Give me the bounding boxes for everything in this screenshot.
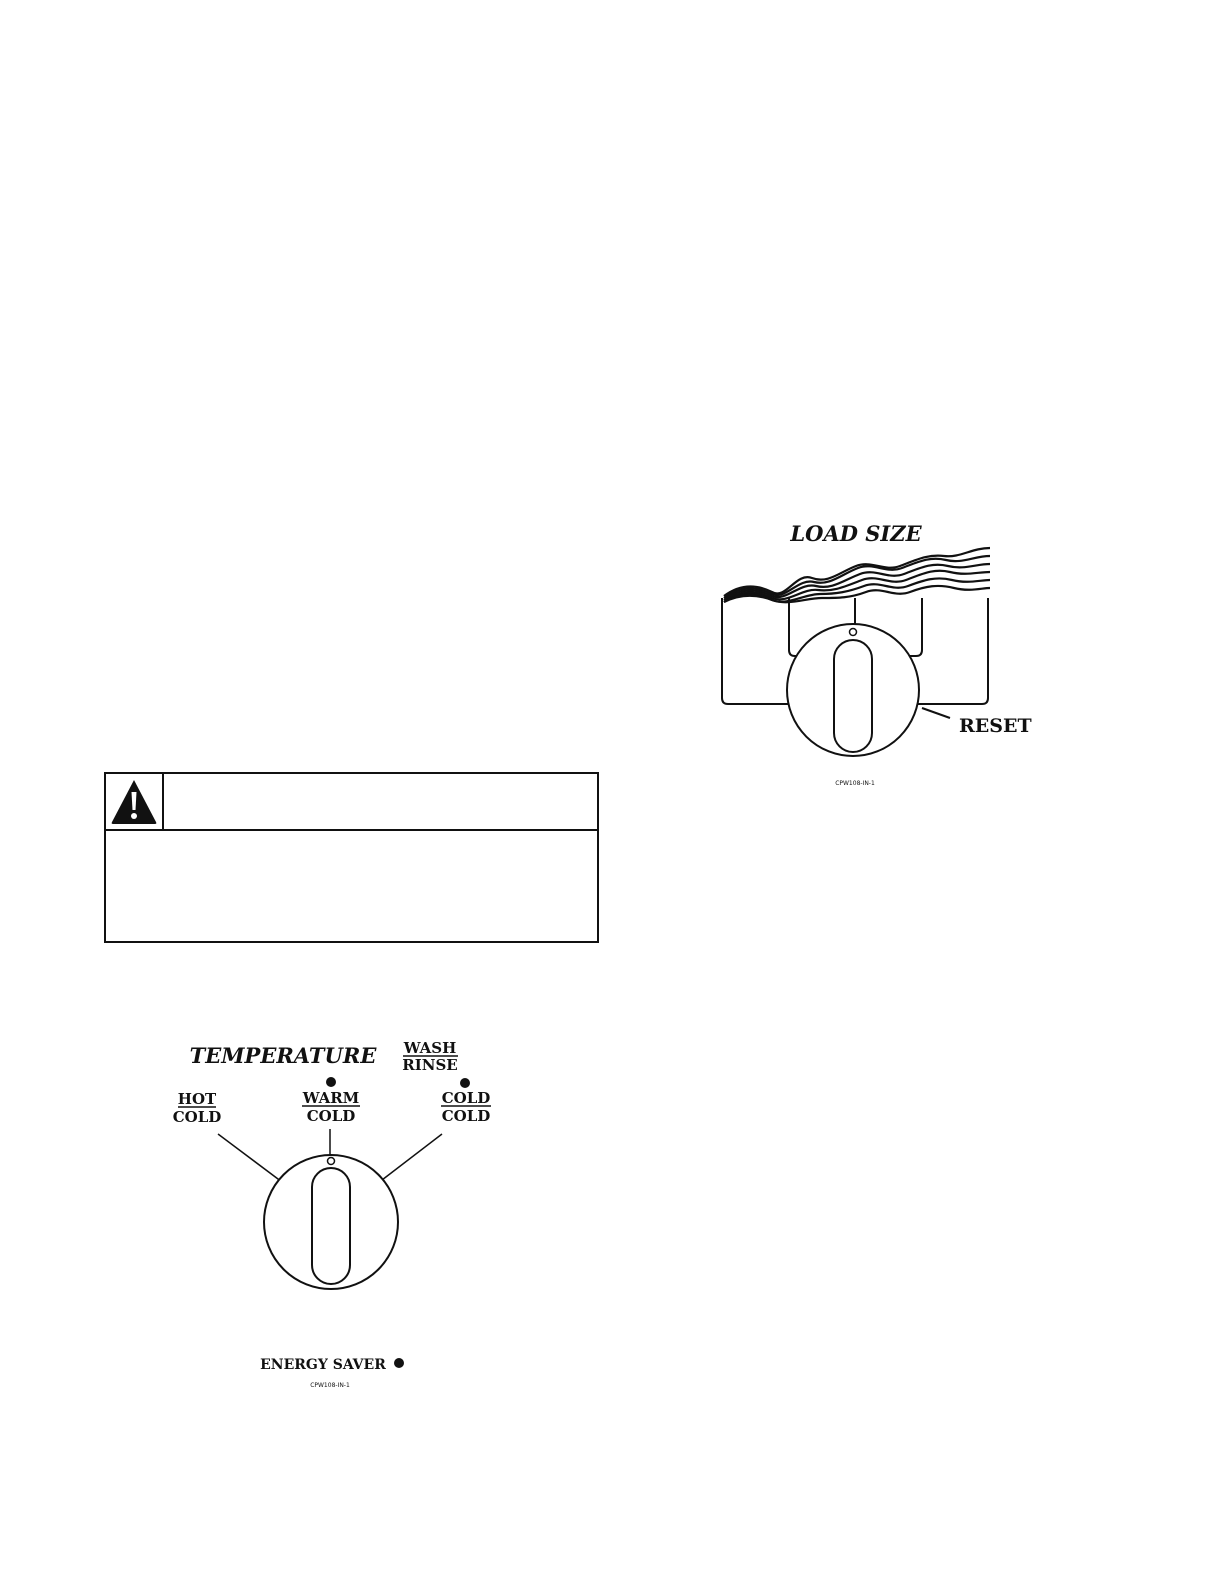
knob-indicator-dot xyxy=(328,1158,335,1165)
figure-code: CPW108-IN-1 xyxy=(835,780,875,787)
energy-saver-dot-icon xyxy=(326,1077,336,1087)
setting-hot-cold xyxy=(173,1090,222,1126)
svg-text:COLD: COLD xyxy=(306,1107,356,1125)
load-size-knob[interactable] xyxy=(787,624,919,756)
setting-warm-cold xyxy=(302,1077,360,1125)
svg-text:COLD: COLD xyxy=(172,1108,222,1126)
warning-triangle-icon xyxy=(109,777,159,827)
svg-text:WARM: WARM xyxy=(302,1089,360,1107)
rinse-legend: RINSE xyxy=(402,1056,458,1074)
svg-text:COLD: COLD xyxy=(441,1089,491,1107)
water-level-waves-icon xyxy=(724,548,990,602)
load-size-diagram xyxy=(700,510,1060,800)
warning-box xyxy=(104,772,599,943)
figure-code: CPW108-IN-1 xyxy=(310,1382,350,1389)
wash-legend: WASH xyxy=(403,1039,457,1057)
temperature-diagram xyxy=(160,1030,510,1400)
temperature-title: TEMPERATURE xyxy=(189,1043,377,1068)
knob-indicator-dot xyxy=(850,629,857,636)
reset-label: RESET xyxy=(959,715,1032,737)
svg-text:HOT: HOT xyxy=(177,1090,217,1108)
energy-saver-dot-icon xyxy=(394,1358,404,1368)
warning-header xyxy=(106,774,597,831)
warning-icon-cell xyxy=(106,774,164,829)
setting-cold-cold xyxy=(441,1078,491,1125)
svg-text:COLD: COLD xyxy=(441,1107,491,1125)
load-size-title: LOAD SIZE xyxy=(790,521,922,546)
energy-saver-label: ENERGY SAVER xyxy=(260,1357,386,1373)
energy-saver-dot-icon xyxy=(460,1078,470,1088)
temperature-knob[interactable] xyxy=(264,1155,398,1289)
